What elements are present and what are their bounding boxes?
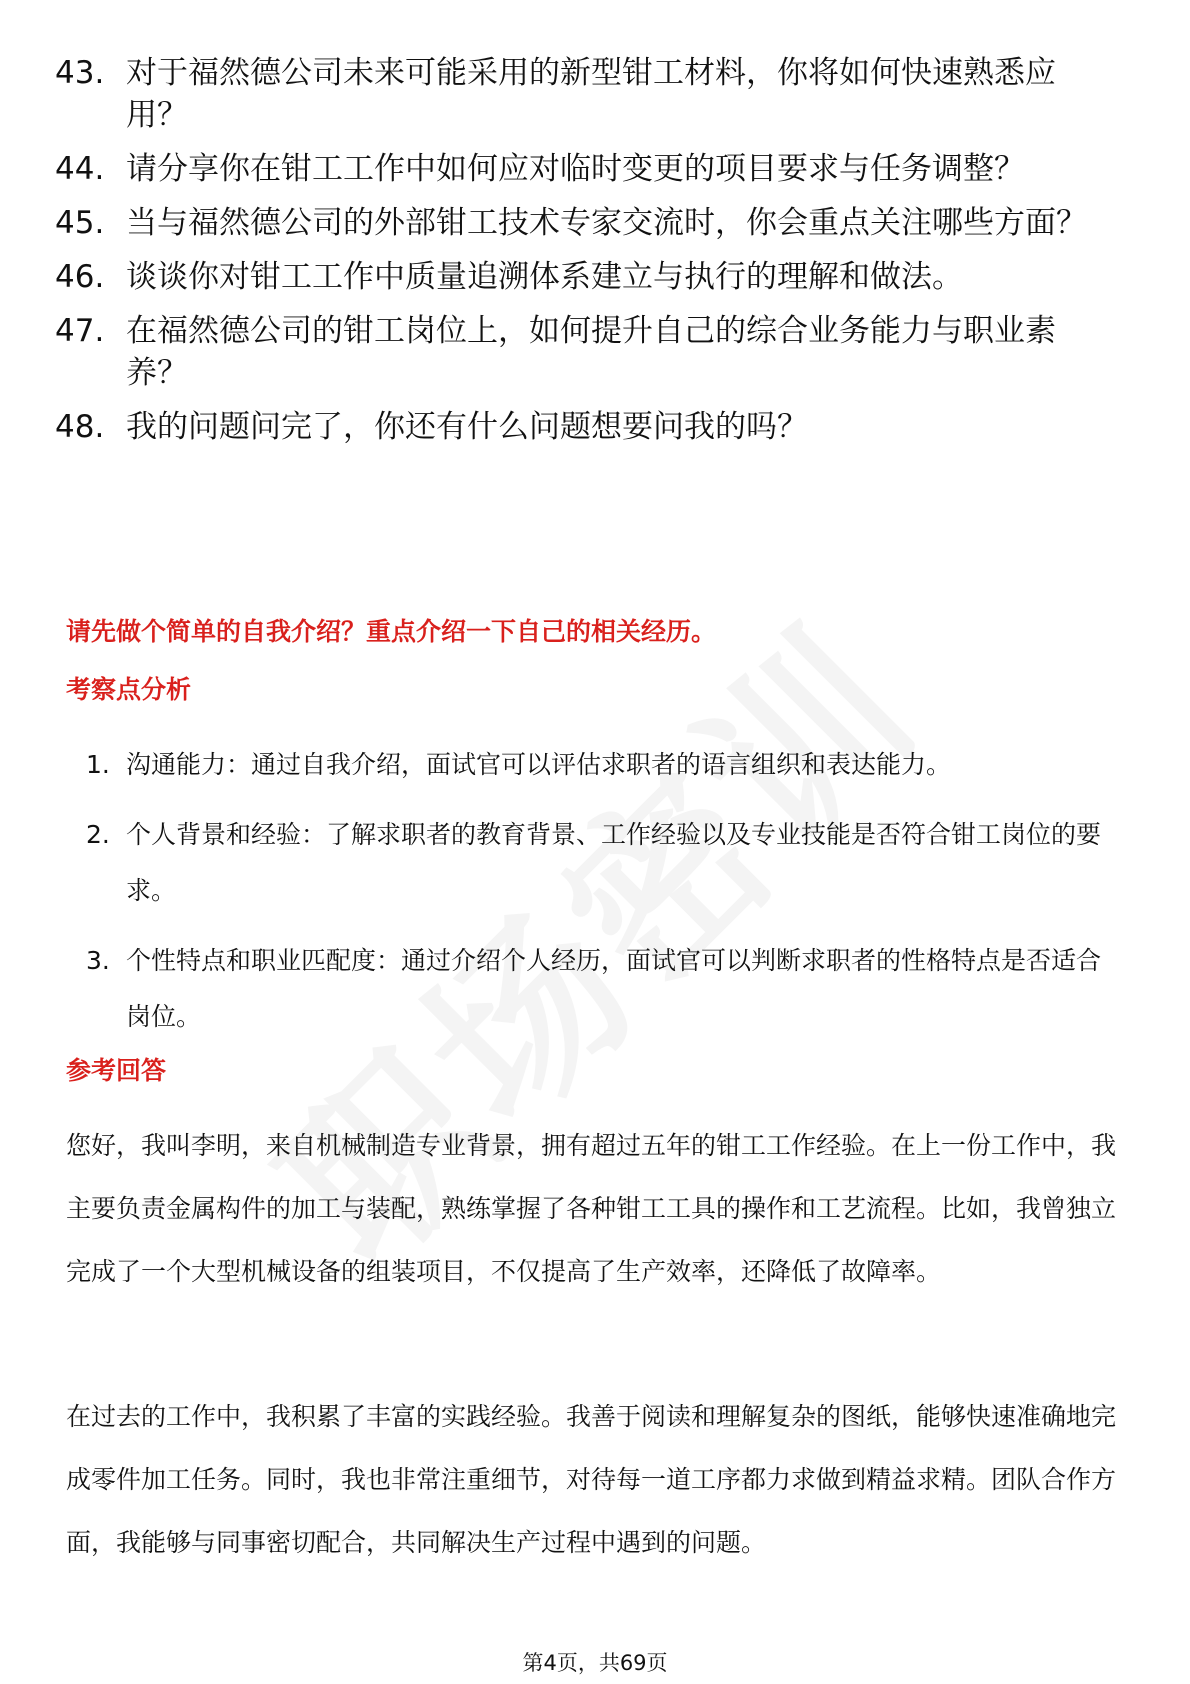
analysis-text: 个性特点和职业匹配度：通过介绍个人经历，面试官可以判断求职者的性格特点是否适合岗位。 <box>126 946 1102 1031</box>
question-list <box>0 52 1190 460</box>
question-item <box>0 406 1190 448</box>
question-text: 当与福然德公司的外部钳工技术专家交流时，你会重点关注哪些方面？ <box>126 205 1087 241</box>
question-number: 45. <box>55 205 105 241</box>
page-footer: 第4页，共69页 <box>522 1651 668 1675</box>
question-number: 47. <box>55 313 105 349</box>
question-text: 我的问题问完了，你还有什么问题想要问我的吗？ <box>126 409 808 445</box>
analysis-heading: 考察点分析 <box>66 675 192 704</box>
answer-heading: 参考回答 <box>66 1056 167 1085</box>
question-text: 在福然德公司的钳工岗位上，如何提升自己的综合业务能力与职业素养？ <box>126 313 1056 391</box>
question-text: 请分享你在钳工工作中如何应对临时变更的项目要求与任务调整？ <box>126 151 1025 187</box>
analysis-item <box>0 737 1190 793</box>
analysis-number: 3. <box>86 946 110 975</box>
analysis-number: 1. <box>86 750 110 779</box>
analysis-item <box>0 933 1190 1045</box>
question-item <box>0 148 1190 190</box>
analysis-list <box>0 737 1190 1059</box>
question-number: 48. <box>55 409 105 445</box>
analysis-text: 个人背景和经验：了解求职者的教育背景、工作经验以及专业技能是否符合钳工岗位的要求。 <box>126 820 1102 905</box>
question-number: 43. <box>55 55 105 91</box>
featured-question-heading: 请先做个简单的自我介绍？重点介绍一下自己的相关经历。 <box>66 617 717 646</box>
question-item <box>0 202 1190 244</box>
question-item <box>0 310 1190 394</box>
analysis-number: 2. <box>86 820 110 849</box>
analysis-item <box>0 807 1190 919</box>
analysis-text: 沟通能力：通过自我介绍，面试官可以评估求职者的语言组织和表达能力。 <box>126 750 952 779</box>
question-item <box>0 52 1190 136</box>
question-text: 对于福然德公司未来可能采用的新型钳工材料，你将如何快速熟悉应用？ <box>126 55 1056 133</box>
question-number: 44. <box>55 151 105 187</box>
answer-paragraph: 您好，我叫李明，来自机械制造专业背景，拥有超过五年的钳工工作经验。在上一份工作中，我主要负责金属构件的加工与装配，熟练掌握了各种钳工工具的操作和工艺流程。比如，我曾独立完成了一个大型机械设备的组装项目，不仅提高了生产效率，还降低了故障率。 <box>66 1131 1117 1286</box>
answer-paragraph: 在过去的工作中，我积累了丰富的实践经验。我善于阅读和理解复杂的图纸，能够快速准确地完成零件加工任务。同时，我也非常注重细节，对待每一道工序都力求做到精益求精。团队合作方面，我能够与同事密切配合，共同解决生产过程中遇到的问题。 <box>66 1402 1117 1557</box>
question-number: 46. <box>55 259 105 295</box>
question-text: 谈谈你对钳工工作中质量追溯体系建立与执行的理解和做法。 <box>126 259 963 295</box>
question-item <box>0 256 1190 298</box>
